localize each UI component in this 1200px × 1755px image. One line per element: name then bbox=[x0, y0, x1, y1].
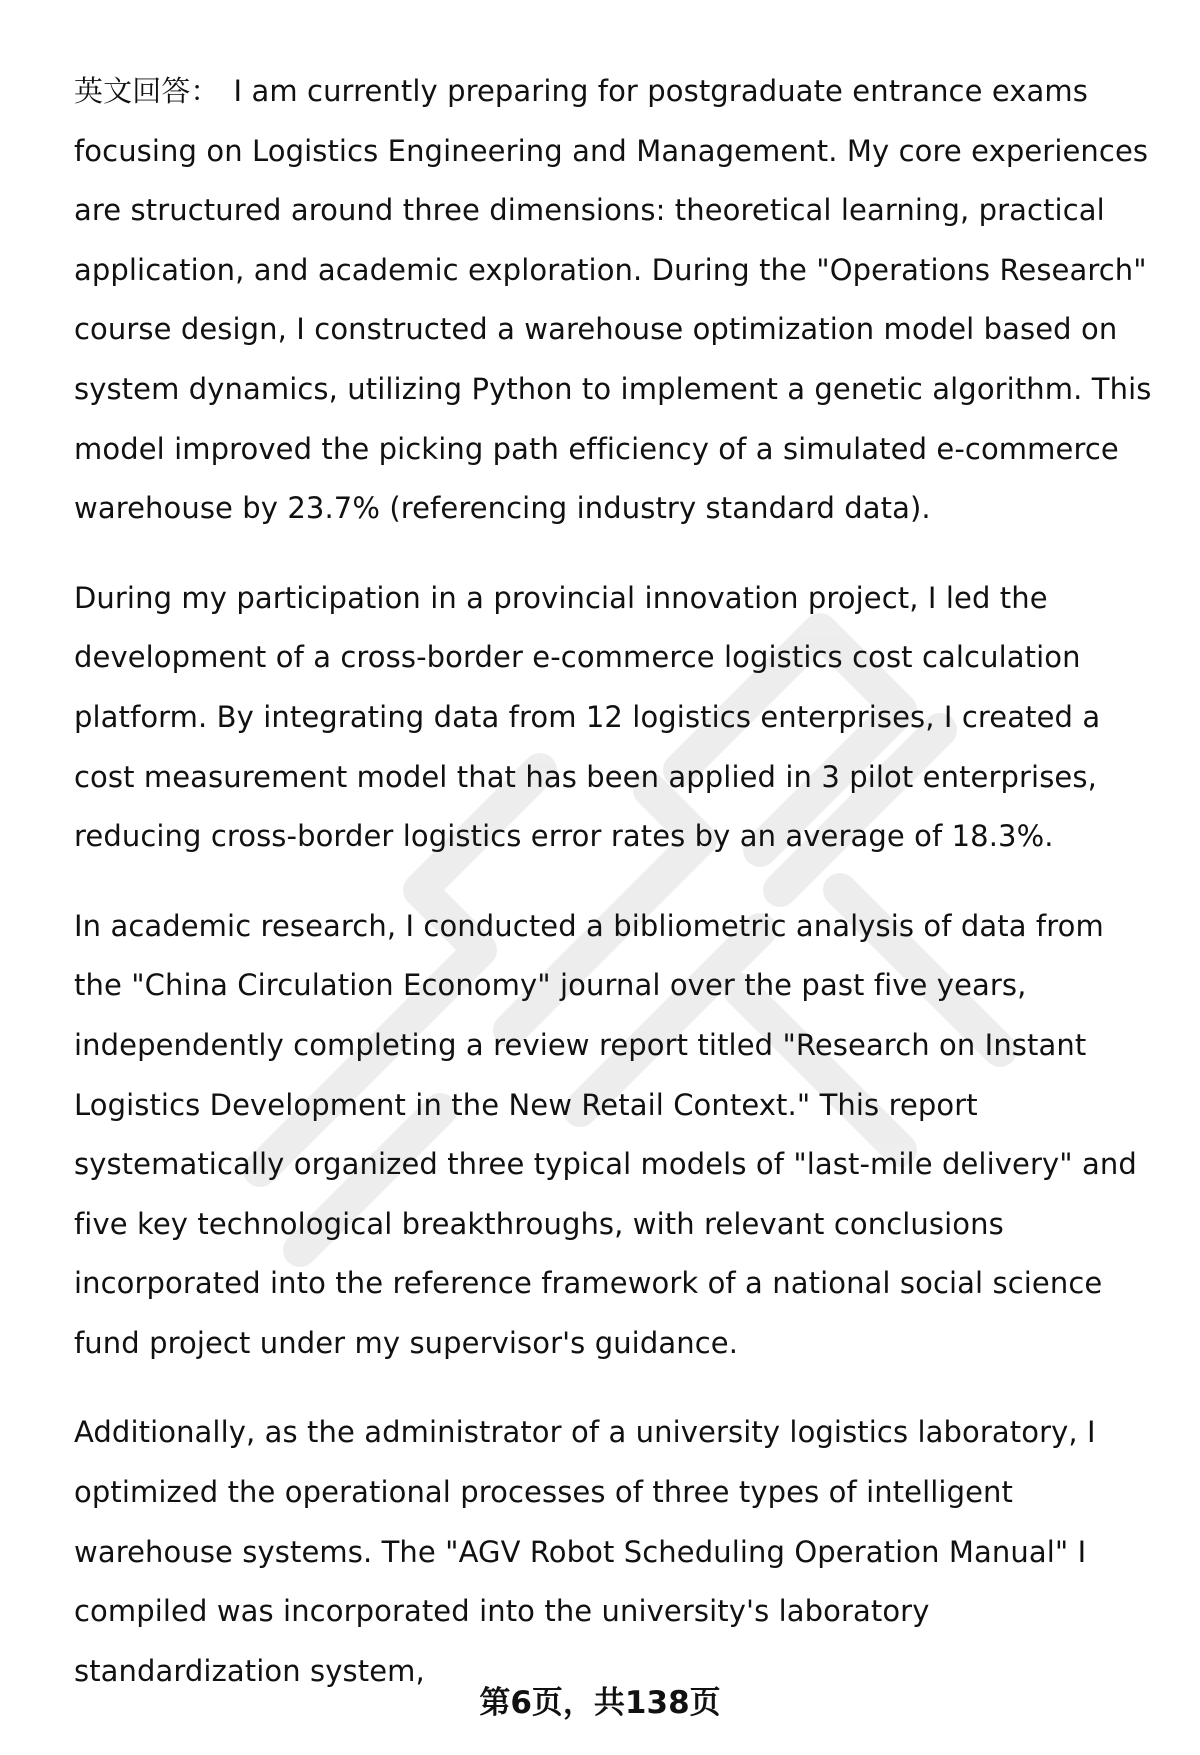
paragraph-academic-research: In academic research, I conducted a bibliometric analysis of data from the "China Circulation Economy" journal over the past five years, independently completing a review report titled "Research on Instant Logistics Development in the New Retail Context." This report systematically organized three typical models of "last-mile delivery" and five key technological breakthroughs, with relevant conclusions incorporated into the reference framework of a national social science fund project under my supervisor's guidance. bbox=[74, 908, 1137, 1360]
document-body bbox=[74, 62, 1160, 1731]
answer-prefix: 英文回答： bbox=[74, 74, 220, 108]
paragraph-innovation-project: During my participation in a provincial innovation project, I led the development of a cross-border e-commerce logistics cost calculation platform. By integrating data from 12 logistics enterprises, I created a cost measurement model that has been applied in 3 pilot enterprises, reducing cross-border logistics error rates by an average of 18.3%. bbox=[74, 580, 1101, 854]
paragraph-intro bbox=[74, 62, 1160, 539]
page-number: 第6页，共138页 bbox=[479, 1685, 721, 1721]
paragraph-laboratory: Additionally, as the administrator of a university logistics laboratory, I optimized the operational processes of three types of intelligent warehouse systems. The "AGV Robot Scheduling Operation Manual" I compiled was incorporated into the university's laboratory standardization system, bbox=[74, 1415, 1096, 1688]
paragraph-text: I am currently preparing for postgraduate entrance exams focusing on Logistics Engineering and Management. My core experiences are structured around three dimensions: theoretical learning, practical application, and academic exploration. During the "Operations Research" course design, I constructed a warehouse optimization model based on system dynamics, utilizing Python to implement a genetic algorithm. This model improved the picking path efficiency of a simulated e-commerce warehouse by 23.7% (referencing industry standard data). bbox=[74, 74, 1152, 526]
